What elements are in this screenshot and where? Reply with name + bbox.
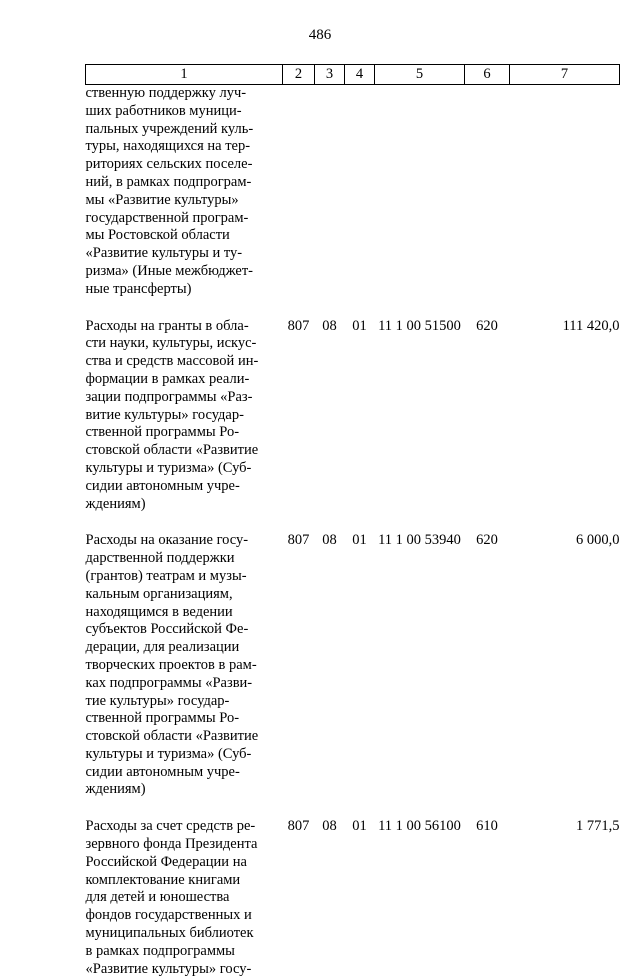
table-row [86,318,620,514]
description-line: Расходы на оказание госу- [86,532,283,550]
description-line: зервного фонда Президента [86,836,283,854]
description-line: (грантов) театрам и музы- [86,568,283,586]
description-line: тие культуры» государ- [86,693,283,711]
subsection-code: 01 [345,532,375,799]
row-description [86,818,283,978]
row-spacer [86,299,620,318]
row-description [86,85,283,299]
column-header-7: 7 [510,65,620,85]
description-line: субъектов Российской Фе- [86,621,283,639]
expense-type-code [465,85,510,299]
amount [510,85,620,299]
description-line: мы «Развитие культуры» [86,192,283,210]
description-line: Расходы на гранты в обла- [86,318,283,336]
description-line: для детей и юношества [86,889,283,907]
description-line: дерации, для реализации [86,639,283,657]
description-line: дарственной поддержки [86,550,283,568]
description-line: творческих проектов в рам- [86,657,283,675]
table-row [86,85,620,299]
description-line: в рамках подпрограммы [86,943,283,961]
description-line: фондов государственных и [86,907,283,925]
ministry-code: 807 [283,318,315,514]
description-line: витие культуры» государ- [86,407,283,425]
description-line: ждениям) [86,496,283,514]
description-line: ших работников муници- [86,103,283,121]
column-header-5: 5 [375,65,465,85]
description-line: ственной программы Ро- [86,710,283,728]
row-description [86,532,283,799]
expense-type-code: 620 [465,318,510,514]
description-line: Российской Федерации на [86,854,283,872]
subsection-code [345,85,375,299]
target-article-code: 11 1 00 53940 [375,532,465,799]
description-line: сидии автономным учре- [86,478,283,496]
column-header-1: 1 [86,65,283,85]
description-line: ждениям) [86,781,283,799]
description-line: ний, в рамках подпрограм- [86,174,283,192]
budget-table [85,64,620,978]
description-line: государственной програм- [86,210,283,228]
column-header-4: 4 [345,65,375,85]
description-line: пальных учреждений куль- [86,121,283,139]
target-article-code: 11 1 00 51500 [375,318,465,514]
section-code: 08 [315,532,345,799]
description-line: ризма» (Иные межбюджет- [86,263,283,281]
description-line: «Развитие культуры» госу- [86,961,283,978]
table-row [86,818,620,978]
row-description [86,318,283,514]
description-line: стовской области «Развитие [86,728,283,746]
description-line: находящимся в ведении [86,604,283,622]
row-spacer [86,799,620,818]
ministry-code [283,85,315,299]
description-line: туры, находящихся на тер- [86,138,283,156]
description-line: зации подпрограммы «Раз- [86,389,283,407]
amount: 111 420,0 [510,318,620,514]
target-article-code [375,85,465,299]
column-header-3: 3 [315,65,345,85]
ministry-code: 807 [283,818,315,978]
description-line: культуры и туризма» (Суб- [86,460,283,478]
description-line: сидии автономным учре- [86,764,283,782]
description-line: риториях сельских поселе- [86,156,283,174]
description-line: формации в рамках реали- [86,371,283,389]
column-header-6: 6 [465,65,510,85]
target-article-code: 11 1 00 56100 [375,818,465,978]
description-line: комплектование книгами [86,872,283,890]
description-line: культуры и туризма» (Суб- [86,746,283,764]
description-line: «Развитие культуры и ту- [86,245,283,263]
ministry-code: 807 [283,532,315,799]
description-line: ства и средств массовой ин- [86,353,283,371]
description-line: стовской области «Развитие [86,442,283,460]
description-line: ках подпрограммы «Разви- [86,675,283,693]
description-line: муниципальных библиотек [86,925,283,943]
column-number-row [86,65,620,85]
row-spacer [86,513,620,532]
row-spacer-cell [86,513,620,532]
description-line: Расходы за счет средств ре- [86,818,283,836]
page-number: 486 [0,27,640,44]
section-code: 08 [315,818,345,978]
amount: 1 771,5 [510,818,620,978]
column-header-2: 2 [283,65,315,85]
expense-type-code: 620 [465,532,510,799]
subsection-code: 01 [345,318,375,514]
subsection-code: 01 [345,818,375,978]
table-row [86,532,620,799]
description-line: мы Ростовской области [86,227,283,245]
row-spacer-cell [86,799,620,818]
section-code [315,85,345,299]
section-code: 08 [315,318,345,514]
description-line: ственной программы Ро- [86,424,283,442]
row-spacer-cell [86,299,620,318]
description-line: кальным организациям, [86,586,283,604]
description-line: ные трансферты) [86,281,283,299]
description-line: сти науки, культуры, искус- [86,335,283,353]
amount: 6 000,0 [510,532,620,799]
description-line: ственную поддержку луч- [86,85,283,103]
table-body [86,85,620,978]
expense-type-code: 610 [465,818,510,978]
